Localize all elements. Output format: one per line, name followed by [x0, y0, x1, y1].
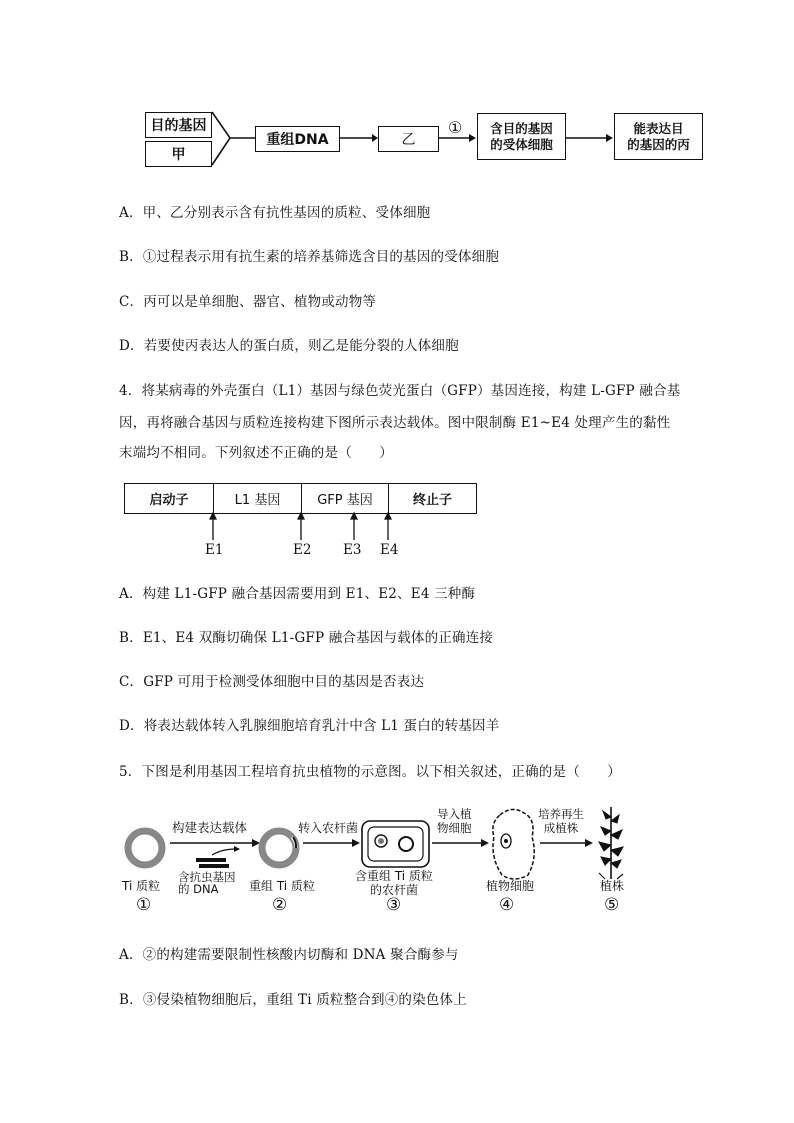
step-3-number: ③: [386, 895, 402, 915]
q4-stem-line3: 末端均不相同。下列叙述不正确的是（ ）: [119, 445, 393, 461]
e1-label: E1: [205, 542, 224, 558]
arrow1-label: 构建表达载体: [172, 820, 248, 835]
q4-option-d: D．将表达载体转入乳腺细胞培育乳汁中含 L1 蛋白的转基因羊: [119, 718, 500, 734]
arrow4-label: 培养再生 成植株: [538, 807, 584, 835]
plant-icon: [599, 807, 623, 879]
e4-label: E4: [380, 542, 399, 558]
q3-option-b: B．①过程表示用有抗生素的培养基筛选含目的基因的受体细胞: [119, 249, 500, 265]
q3-option-a: A．甲、乙分别表示含有抗性基因的质粒、受体细胞: [119, 205, 431, 221]
agrobacterium-label: 含重组 Ti 质粒 的农杆菌: [355, 869, 433, 897]
step-one-label: ①: [448, 118, 463, 137]
e2-label: E2: [293, 542, 312, 558]
yi-box: 乙: [378, 126, 439, 152]
q5-stem: 5．下图是利用基因工程培育抗虫植物的示意图。以下相关叙述，正确的是（ ）: [119, 764, 621, 780]
plant-label: 植株: [600, 879, 625, 893]
step-5-number: ⑤: [604, 895, 620, 915]
target-gene-box: 目的基因: [145, 112, 212, 138]
q4-stem-line1: 4．将某病毒的外壳蛋白（L1）基因与绿色荧光蛋白（GFP）基因连接，构建 L-GFP 融合基: [119, 383, 681, 399]
jia-box: 甲: [145, 141, 212, 167]
ti-plasmid-icon: [128, 831, 162, 865]
recombinant-plasmid-label: 重组 Ti 质粒: [249, 879, 315, 893]
recombinant-dna-box: 重组DNA: [255, 126, 340, 152]
q5-option-b: B．③侵染植物细胞后，重组 Ti 质粒整合到④的染色体上: [119, 992, 467, 1008]
plant-cell-label: 植物细胞: [486, 879, 535, 893]
receptor-cell-box: 含目的基因 的受体细胞: [477, 113, 566, 160]
plant-cell-icon: [493, 809, 534, 879]
bing-box: 能表达目 的基因的丙: [614, 113, 703, 160]
promoter-segment: 启动子: [125, 484, 214, 513]
ti-plasmid-label: Ti 质粒: [122, 879, 161, 893]
q4-stem-line2: 因，再将融合基因与质粒连接构建下图所示表达载体。图中限制酶 E1~E4 处理产生的黏性: [119, 415, 671, 431]
transgenic-plant-diagram: [0, 795, 794, 920]
recombinant-plasmid-icon: [262, 831, 296, 865]
q3-option-c: C．丙可以是单细胞、器官、植物或动物等: [119, 294, 377, 310]
q4-option-c: C．GFP 可用于检测受体细胞中目的基因是否表达: [119, 674, 425, 690]
insect-dna-label: 含抗虫基因 的 DNA: [178, 870, 236, 896]
step-2-number: ②: [272, 895, 288, 915]
step-1-number: ①: [136, 895, 152, 915]
arrow3-label: 导入植 物细胞: [437, 807, 472, 835]
q3-option-d: D．若要使丙表达人的蛋白质，则乙是能分裂的人体细胞: [119, 338, 459, 354]
terminator-segment: 终止子: [412, 493, 452, 508]
arrow2-label: 转入农杆菌: [298, 821, 359, 835]
q4-option-a: A．构建 L1-GFP 融合基因需要用到 E1、E2、E4 三种酶: [119, 586, 476, 602]
step-4-number: ④: [499, 895, 515, 915]
gene-engineering-flow-diagram: [0, 0, 794, 180]
q5-option-a: A．②的构建需要限制性核酸内切酶和 DNA 聚合酶参与: [119, 947, 459, 963]
l1-gene-segment: L1 基因: [214, 484, 302, 513]
e3-label: E3: [343, 542, 362, 558]
gfp-gene-segment: GFP 基因: [302, 484, 389, 513]
q4-option-b: B．E1、E4 双酶切确保 L1-GFP 融合基因与载体的正确连接: [119, 630, 494, 646]
